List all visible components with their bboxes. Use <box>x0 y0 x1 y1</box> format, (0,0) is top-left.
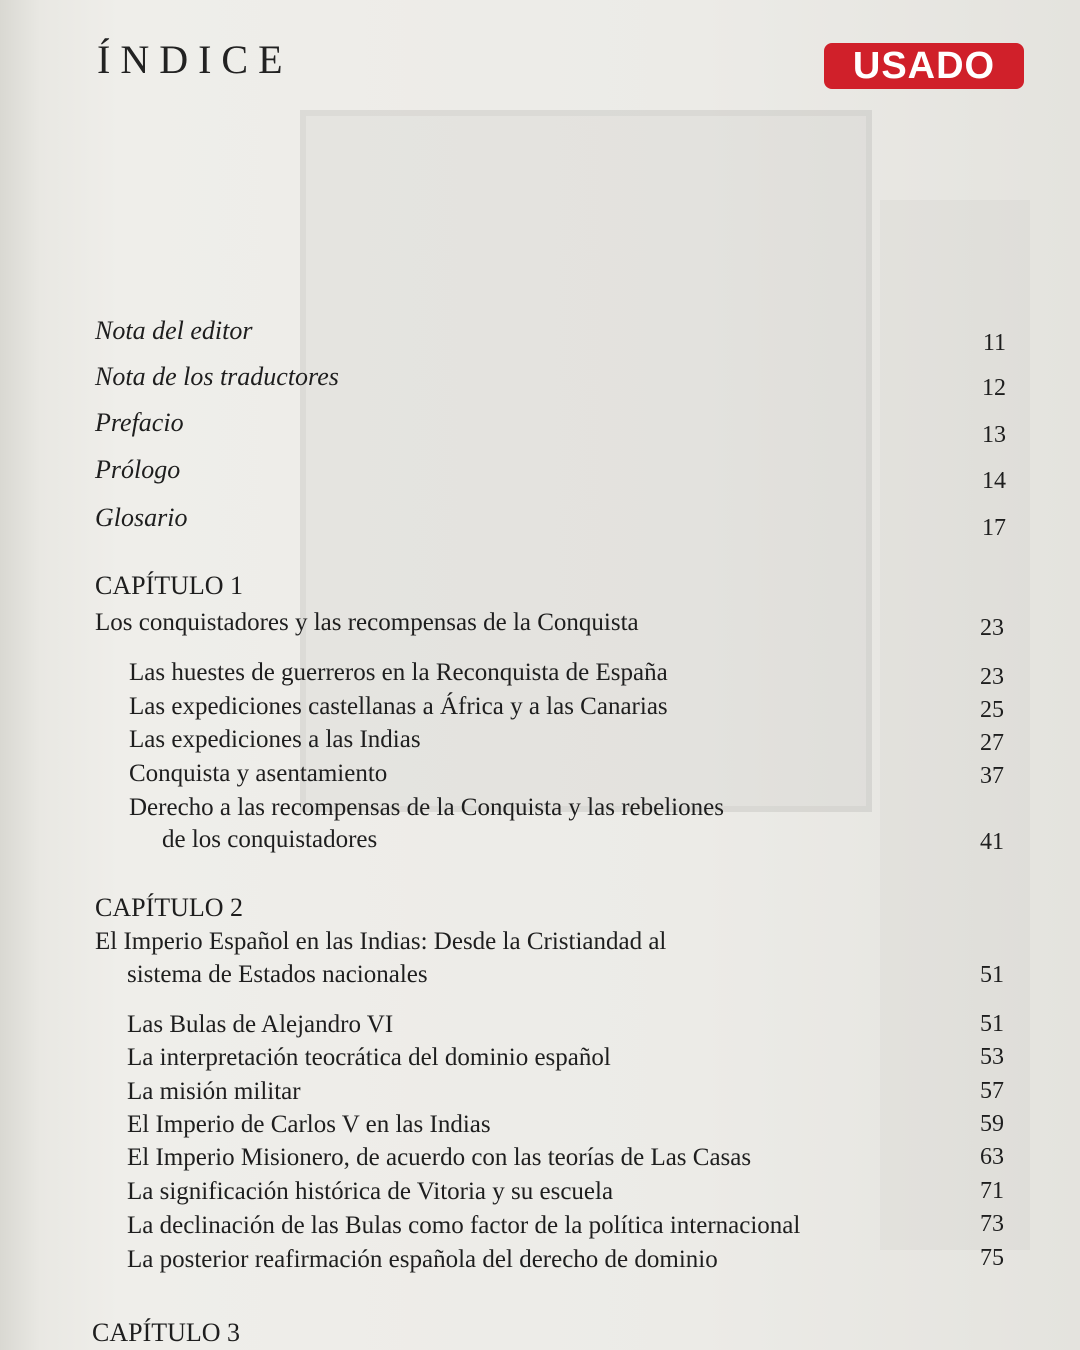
chapter-title: El Imperio Español en las Indias: Desde la Cristiandad al <box>95 928 667 955</box>
section-page: 71 <box>980 1178 1004 1204</box>
chapter-heading: CAPÍTULO 2 <box>95 893 244 922</box>
toc-entry-label: Glosario <box>95 503 188 532</box>
section-label: La posterior reafirmación española del derecho de dominio <box>127 1246 718 1273</box>
section-page: 59 <box>980 1111 1004 1137</box>
section-label: Derecho a las recompensas de la Conquista y las rebeliones <box>129 794 724 821</box>
section-label: La misión militar <box>127 1078 301 1105</box>
section-page: 57 <box>980 1078 1004 1104</box>
toc-entry-page: 12 <box>982 375 1006 401</box>
toc-entry-label: Prólogo <box>95 455 181 484</box>
toc-entry-label: Prefacio <box>95 408 184 437</box>
chapter-heading: CAPÍTULO 3 <box>92 1318 241 1347</box>
section-page: 75 <box>980 1245 1004 1271</box>
chapter-page: 51 <box>980 962 1004 988</box>
section-label: Las huestes de guerreros en la Reconquista de España <box>129 659 668 686</box>
section-label: Las Bulas de Alejandro VI <box>127 1011 394 1038</box>
section-page: 41 <box>980 829 1004 855</box>
section-page: 73 <box>980 1211 1004 1237</box>
toc-entry-label: Nota del editor <box>95 316 253 345</box>
page-title: ÍNDICE <box>97 37 293 82</box>
section-label: La significación histórica de Vitoria y su escuela <box>127 1178 614 1205</box>
used-badge: USADO <box>824 43 1024 89</box>
section-label-continuation: de los conquistadores <box>162 826 378 853</box>
section-page: 25 <box>980 697 1004 723</box>
chapter-title-continuation: sistema de Estados nacionales <box>127 961 428 988</box>
section-page: 27 <box>980 730 1004 756</box>
toc-entry-page: 14 <box>982 468 1006 494</box>
section-page: 63 <box>980 1144 1004 1170</box>
section-page: 53 <box>980 1044 1004 1070</box>
toc-entry-page: 17 <box>982 515 1006 541</box>
section-label: La declinación de las Bulas como factor de la política internacional <box>127 1212 801 1239</box>
chapter-page: 23 <box>980 615 1004 641</box>
section-label: Las expediciones a las Indias <box>129 726 421 753</box>
section-label: La interpretación teocrática del dominio español <box>127 1044 611 1071</box>
chapter-heading: CAPÍTULO 1 <box>95 571 244 600</box>
section-label: Conquista y asentamiento <box>129 760 388 787</box>
toc-entry-page: 13 <box>982 422 1006 448</box>
section-label: El Imperio Misionero, de acuerdo con las teorías de Las Casas <box>127 1144 752 1171</box>
section-page: 51 <box>980 1011 1004 1037</box>
section-page: 23 <box>980 664 1004 690</box>
section-label: Las expediciones castellanas a África y a las Canarias <box>129 693 668 720</box>
toc-entry-label: Nota de los traductores <box>95 362 339 391</box>
toc-entry-page: 11 <box>982 330 1006 356</box>
section-page: 37 <box>980 763 1004 789</box>
section-label: El Imperio de Carlos V en las Indias <box>127 1111 491 1138</box>
chapter-title: Los conquistadores y las recompensas de la Conquista <box>95 609 639 636</box>
